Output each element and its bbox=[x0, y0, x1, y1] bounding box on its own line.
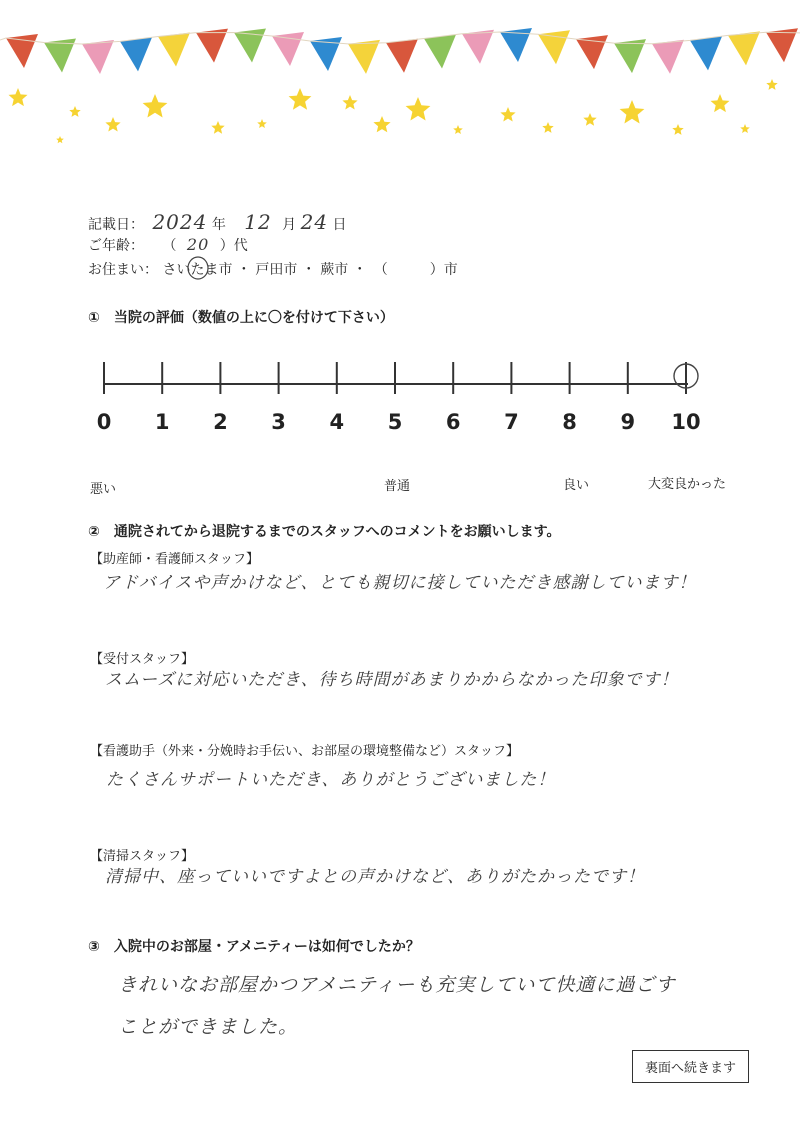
date-row bbox=[88, 210, 347, 234]
bunting-flag bbox=[196, 29, 228, 63]
bunting-flag bbox=[120, 37, 152, 71]
decorative-stars bbox=[9, 79, 778, 143]
star-icon bbox=[453, 125, 463, 134]
star-icon bbox=[9, 88, 28, 106]
q2-title: ② 通院されてから退院するまでのスタッフへのコメントをお願いします。 bbox=[88, 524, 561, 540]
bunting-flag bbox=[728, 31, 760, 65]
bunting-flag bbox=[158, 32, 190, 66]
date-year-unit: 年 bbox=[211, 217, 226, 233]
age-row bbox=[88, 235, 248, 255]
star-icon bbox=[373, 116, 390, 132]
rating-scale-ticks bbox=[104, 362, 686, 394]
bunting-flag bbox=[462, 30, 494, 64]
rating-scale bbox=[0, 350, 800, 410]
star-icon bbox=[711, 94, 730, 112]
bunting-flag bbox=[576, 35, 608, 69]
rating-number-4[interactable]: 4 bbox=[329, 410, 345, 434]
staff-label-reception: 【受付スタッフ】 bbox=[90, 652, 195, 667]
q3-title: ③ 入院中のお部屋・アメニティーは如何でしたか？ bbox=[88, 939, 420, 955]
rating-label-bad: 悪い bbox=[89, 482, 117, 497]
rating-label-good: 良い bbox=[562, 478, 590, 493]
bunting-flag bbox=[766, 28, 798, 62]
star-icon bbox=[211, 121, 224, 134]
residence-label: お住まい： bbox=[88, 262, 158, 278]
star-icon bbox=[406, 97, 431, 121]
star-icon bbox=[342, 95, 357, 110]
comment-midwife-nurse: アドバイスや声かけなど、とても親切に接していただき感謝しています！ bbox=[103, 573, 697, 593]
star-icon bbox=[672, 124, 683, 135]
rating-number-0[interactable]: 0 bbox=[96, 410, 112, 434]
bunting-flags bbox=[0, 28, 800, 74]
star-icon bbox=[620, 100, 645, 124]
star-icon bbox=[143, 94, 168, 118]
rating-number-7[interactable]: 7 bbox=[504, 410, 519, 434]
bunting-flag bbox=[652, 40, 684, 74]
age-label: ご年齢： bbox=[88, 238, 144, 254]
q3-comment-line-2: ことができました。 bbox=[118, 1016, 299, 1038]
rating-number-8[interactable]: 8 bbox=[562, 410, 577, 434]
rating-number-5[interactable]: 5 bbox=[387, 410, 403, 434]
comment-reception: スムーズに対応いただき、待ち時間があまりかからなかった印象です！ bbox=[105, 670, 679, 690]
residence-row bbox=[88, 259, 458, 279]
rating-number-3[interactable]: 3 bbox=[271, 410, 286, 434]
rating-label-normal: 普通 bbox=[383, 479, 411, 494]
bunting-flag bbox=[348, 40, 380, 74]
age-value: 20 bbox=[186, 235, 210, 254]
rating-number-9[interactable]: 9 bbox=[620, 410, 636, 434]
star-icon bbox=[69, 106, 80, 117]
bunting-flag bbox=[690, 36, 722, 70]
bunting-flag bbox=[6, 34, 38, 68]
rating-number-2[interactable]: 2 bbox=[213, 410, 228, 434]
star-icon bbox=[583, 113, 596, 126]
bunting-flag bbox=[386, 39, 418, 73]
staff-label-midwife-nurse: 【助産師・看護師スタッフ】 bbox=[90, 552, 260, 567]
rating-label-very-good: 大変良かった bbox=[647, 477, 727, 492]
date-year-value: 2024 bbox=[152, 210, 208, 234]
q3-comment-line-1: きれいなお部屋かつアメニティーも充実していて快適に過ごす bbox=[118, 974, 676, 996]
star-icon bbox=[257, 119, 267, 128]
continue-on-back-box: 裏面へ続きます bbox=[632, 1050, 749, 1083]
q1-title: ① 当院の評価（数値の上に〇を付けて下さい） bbox=[88, 310, 394, 326]
date-label: 記載日： bbox=[88, 217, 144, 233]
date-month-value: 12 bbox=[244, 210, 272, 234]
star-icon bbox=[500, 107, 515, 122]
rating-number-10[interactable]: 10 bbox=[671, 410, 701, 434]
residence-circle-mark bbox=[180, 252, 220, 284]
date-month-unit: 月 bbox=[282, 217, 297, 233]
age-open: （ bbox=[162, 238, 177, 254]
date-day-value: 24 bbox=[300, 210, 329, 234]
star-icon bbox=[289, 88, 312, 110]
star-icon bbox=[740, 124, 750, 133]
staff-label-cleaning: 【清掃スタッフ】 bbox=[90, 849, 195, 864]
bunting-flag bbox=[82, 40, 114, 74]
star-icon bbox=[105, 117, 120, 132]
staff-label-nursing-assistant: 【看護助手（外来・分娩時お手伝い、お部屋の環境整備など）スタッフ】 bbox=[90, 744, 520, 759]
bunting-banner bbox=[0, 0, 800, 160]
comment-cleaning: 清掃中、座っていいですよとの声かけなど、ありがたかったです！ bbox=[105, 867, 645, 887]
bunting-flag bbox=[614, 39, 646, 73]
star-icon bbox=[766, 79, 777, 90]
comment-nursing-assistant: たくさんサポートいただき、ありがとうございました！ bbox=[106, 770, 556, 790]
residence-options: さいたま市 ・ 戸田市 ・ 蕨市 ・ （ ）市 bbox=[162, 262, 458, 278]
rating-number-6[interactable]: 6 bbox=[445, 410, 461, 434]
date-day-unit: 日 bbox=[332, 217, 347, 233]
bunting-flag bbox=[424, 34, 456, 68]
age-close: ）代 bbox=[219, 238, 248, 254]
star-icon bbox=[56, 136, 64, 143]
rating-number-1[interactable]: 1 bbox=[154, 410, 170, 434]
star-icon bbox=[542, 122, 553, 133]
